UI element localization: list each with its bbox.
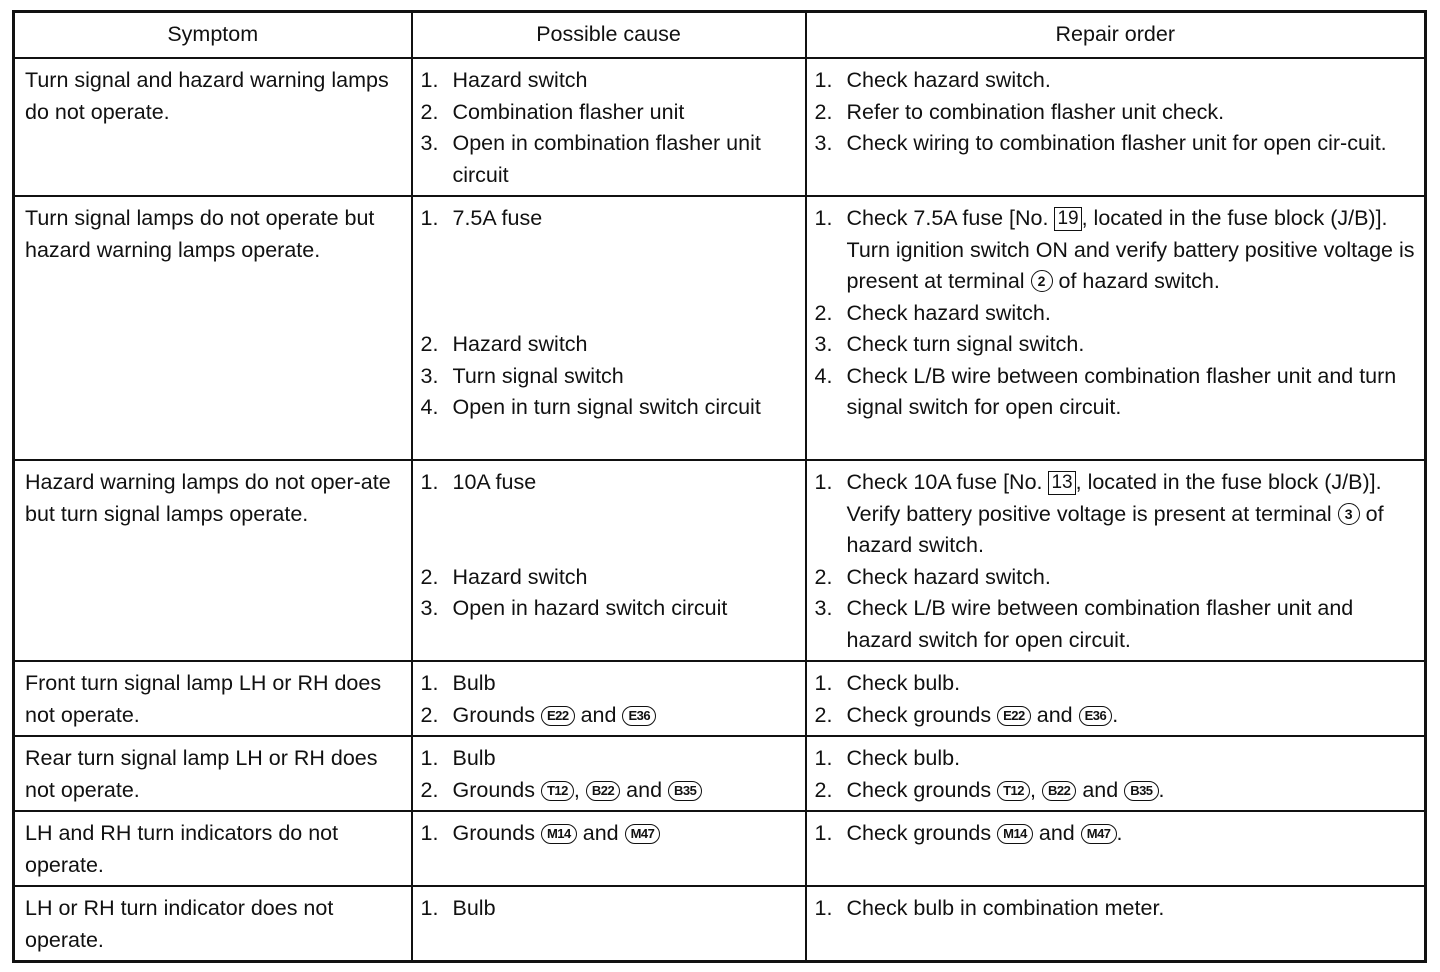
item-number: 3. [420,596,439,620]
cause-cell [412,886,806,962]
terminal-number-circle: 3 [1338,503,1360,525]
item-number: 1. [420,68,439,92]
item-number: 4. [814,363,833,388]
fuse-number-box: 13 [1048,471,1075,495]
item-number: 1. [420,896,439,920]
table-row [14,661,1426,736]
item-text: Grounds E22 and E36 [453,700,797,732]
item-text: Check grounds M14 and M47 . [846,821,1123,845]
header-row [14,12,1426,59]
symptom-cell: Turn signal and hazard warning lamps do not operate. [14,58,412,196]
symptom-cell: Front turn signal lamp LH or RH does not operate. [14,661,412,736]
repair-cell [806,58,1426,196]
cause-cell [412,196,806,460]
repair-item [815,700,1417,732]
item-text: Grounds M14 and M47 [453,818,797,850]
cause-item [421,893,797,925]
cause-item [421,775,797,807]
repair-item [815,361,1417,424]
symptom-cell: LH or RH turn indicator does not operate. [14,886,412,962]
cause-cell [412,661,806,736]
item-text: Check 10A fuse [No. 13 , located in the fuse block (J/B)]. Verify battery positive voltage is present at terminal 3 of hazard switch. [846,470,1384,557]
ground-connector-badge: E36 [622,706,656,726]
ground-connector-badge: B22 [586,781,620,801]
item-text: Check hazard switch. [846,300,1051,325]
repair-item [815,65,1417,97]
header-possible-cause: Possible cause [412,12,806,59]
item-text: Bulb [452,671,496,695]
item-number: 1. [814,68,833,92]
item-number: 2. [420,777,439,802]
repair-item [815,668,1417,700]
item-number: 2. [420,702,439,727]
item-number: 2. [814,702,833,727]
item-text: Hazard switch [452,564,588,589]
table-row [14,196,1426,460]
repair-item [815,893,1417,925]
item-text: Check grounds E22 and E36 . [846,702,1119,727]
cause-item [421,562,797,594]
ground-connector-badge: M47 [625,824,661,844]
repair-item [815,775,1417,807]
item-number: 1. [814,896,833,920]
troubleshooting-sheet [12,10,1424,962]
item-text: Hazard switch [452,332,588,356]
item-number: 1. [420,746,439,770]
table-row [14,460,1426,661]
item-text: 7.5A fuse [452,206,543,230]
item-number: 3. [420,363,439,388]
cause-cell [412,58,806,196]
repair-cell [806,886,1426,962]
troubleshooting-table [12,10,1427,963]
cause-cell [412,736,806,811]
ground-connector-badge: B35 [1124,781,1158,801]
item-text: Refer to combination flasher unit check. [846,99,1225,124]
item-text: Check hazard switch. [846,68,1051,92]
item-text: Check wiring to combination flasher unit for open cir-cuit. [846,131,1387,155]
item-number: 2. [814,777,833,802]
item-text: Open in combination flasher unit circuit [452,131,761,187]
item-number: 1. [814,746,833,770]
repair-item [815,97,1417,129]
cause-item [421,668,797,700]
item-number: 2. [814,99,833,124]
cause-cell [412,811,806,886]
cause-item [421,128,797,191]
ground-connector-badge: E36 [1079,706,1113,726]
item-number: 1. [814,671,833,695]
symptom-cell: LH and RH turn indicators do not operate. [14,811,412,886]
item-number: 2. [814,300,833,325]
ground-connector-badge: B22 [1042,781,1076,801]
cause-item [421,743,797,775]
repair-cell [806,196,1426,460]
cause-cell [412,460,806,661]
item-number: 2. [420,99,439,124]
repair-cell [806,811,1426,886]
item-text: Check L/B wire between combination flasher unit and hazard switch for open circuit. [846,596,1354,652]
item-text: Check hazard switch. [846,564,1051,589]
item-text: Check grounds T12 , B22 and B35 . [846,777,1165,802]
item-text: Bulb [452,896,496,920]
repair-cell [806,736,1426,811]
item-number: 2. [814,564,833,589]
ground-connector-badge: M47 [1081,824,1117,844]
repair-item [815,128,1417,160]
terminal-number-circle: 2 [1031,270,1053,292]
item-number: 1. [814,470,833,494]
item-text: Open in turn signal switch circuit [452,395,761,419]
repair-item [815,203,1417,298]
cause-item [421,361,797,393]
repair-item [815,329,1417,361]
repair-cell [806,460,1426,661]
item-number: 3. [814,332,833,356]
ground-connector-badge: T12 [541,781,574,801]
repair-cell [806,661,1426,736]
cause-item [421,593,797,625]
table-row [14,886,1426,962]
item-number: 4. [420,395,439,419]
header-symptom: Symptom [14,12,412,59]
item-number: 2. [420,332,439,356]
symptom-cell: Rear turn signal lamp LH or RH does not operate. [14,736,412,811]
cause-item [421,203,797,235]
item-text: Check 7.5A fuse [No. 19 , located in the fuse block (J/B)]. Turn ignition switch ON and verify battery positive voltage is present at terminal 2 of hazard switch. [846,206,1415,293]
item-number: 1. [420,470,439,494]
item-text: 10A fuse [452,470,537,494]
ground-connector-badge: M14 [997,824,1033,844]
repair-item [815,467,1417,562]
item-number: 1. [814,206,833,230]
item-text: Open in hazard switch circuit [452,596,728,620]
header-repair-order: Repair order [806,12,1426,59]
item-text: Check bulb. [846,671,961,695]
repair-item [815,562,1417,594]
item-text: Check bulb in combination meter. [846,896,1165,920]
cause-item [421,467,797,499]
item-number: 3. [814,131,833,155]
symptom-cell: Turn signal lamps do not operate but hazard warning lamps operate. [14,196,412,460]
item-number: 2. [420,564,439,589]
item-number: 1. [420,821,439,845]
table-row [14,58,1426,196]
item-number: 1. [420,671,439,695]
item-text: Grounds T12 , B22 and B35 [453,775,797,807]
item-number: 3. [814,596,833,620]
cause-item [421,329,797,361]
cause-item [421,700,797,732]
item-text: Check L/B wire between combination flasher unit and turn signal switch for open circuit. [846,363,1397,419]
ground-connector-badge: B35 [668,781,702,801]
cause-item [421,97,797,129]
item-text: Check bulb. [846,746,961,770]
item-number: 1. [420,206,439,230]
table-row [14,736,1426,811]
fuse-number-box: 19 [1054,207,1081,231]
cause-item [421,818,797,850]
repair-item [815,298,1417,330]
item-number: 1. [814,821,833,845]
item-text: Bulb [452,746,496,770]
item-text: Hazard switch [452,68,588,92]
symptom-cell: Hazard warning lamps do not oper-ate but turn signal lamps operate. [14,460,412,661]
cause-item [421,65,797,97]
repair-item [815,743,1417,775]
ground-connector-badge: T12 [997,781,1030,801]
item-number: 3. [420,131,439,155]
item-text: Combination flasher unit [452,99,685,124]
table-row [14,811,1426,886]
cause-item [421,392,797,424]
ground-connector-badge: E22 [541,706,575,726]
item-text: Turn signal switch [452,363,624,388]
repair-item [815,593,1417,656]
ground-connector-badge: E22 [997,706,1031,726]
repair-item [815,818,1417,850]
item-text: Check turn signal switch. [846,332,1085,356]
ground-connector-badge: M14 [541,824,577,844]
